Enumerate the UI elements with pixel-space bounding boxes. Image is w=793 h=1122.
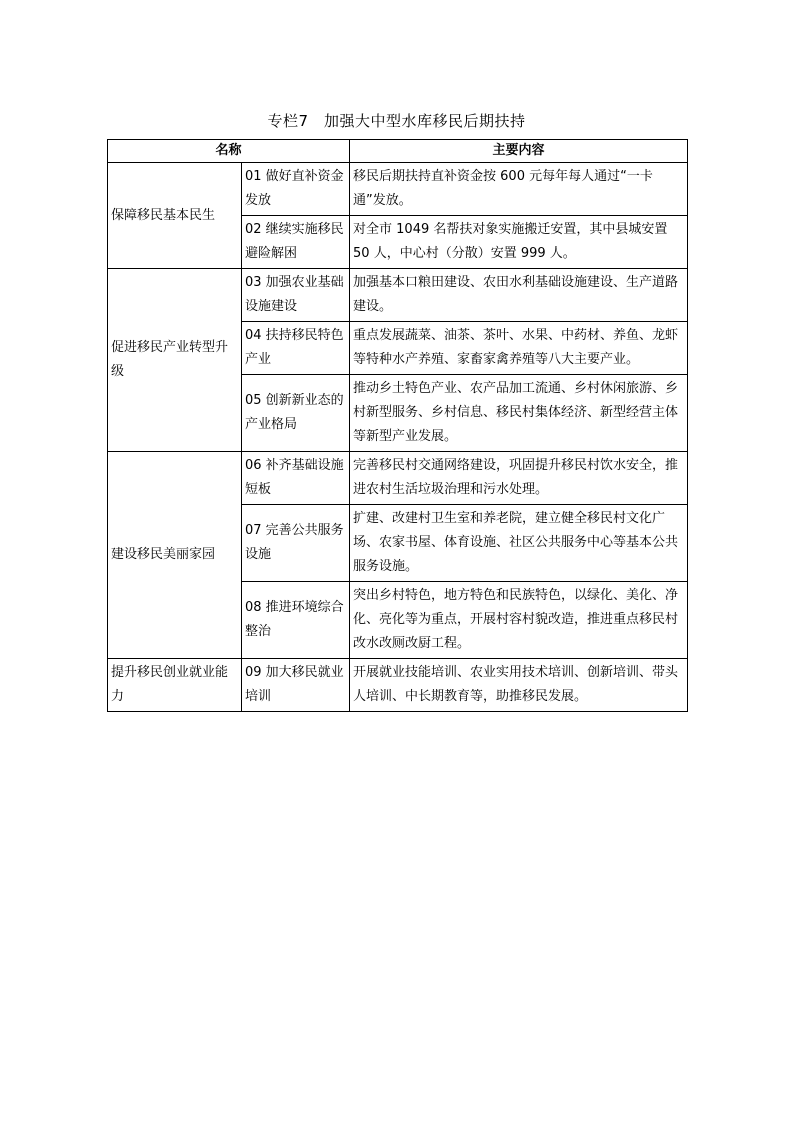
item-content-cell: 突出乡村特色，地方特色和民族特色，以绿化、美化、净化、亮化等为重点，开展村容村貌改造，推进重点移民村改水改厕改厨工程。 bbox=[350, 582, 688, 659]
header-name: 名称 bbox=[108, 140, 350, 163]
header-content: 主要内容 bbox=[350, 140, 688, 163]
item-name-cell: 05 创新新业态的产业格局 bbox=[242, 375, 350, 452]
item-content-cell: 完善移民村交通网络建设，巩固提升移民村饮水安全，推进农村生活垃圾治理和污水处理。 bbox=[350, 452, 688, 505]
item-content-cell: 开展就业技能培训、农业实用技术培训、创新培训、带头人培训、中长期教育等，助推移民发展。 bbox=[350, 659, 688, 712]
item-content-cell: 移民后期扶持直补资金按 600 元每年每人通过“一卡通”发放。 bbox=[350, 163, 688, 216]
category-cell: 建设移民美丽家园 bbox=[108, 452, 242, 659]
item-content-cell: 推动乡土特色产业、农产品加工流通、乡村休闲旅游、乡村新型服务、乡村信息、移民村集体经济、新型经营主体等新型产业发展。 bbox=[350, 375, 688, 452]
item-name-cell: 06 补齐基础设施短板 bbox=[242, 452, 350, 505]
category-cell: 保障移民基本民生 bbox=[108, 163, 242, 269]
item-name-cell: 03 加强农业基础设施建设 bbox=[242, 269, 350, 322]
item-content-cell: 对全市 1049 名帮扶对象实施搬迁安置，其中县城安置 50 人，中心村（分散）安置 999 人。 bbox=[350, 216, 688, 269]
item-name-cell: 01 做好直补资金发放 bbox=[242, 163, 350, 216]
category-cell: 促进移民产业转型升级 bbox=[108, 269, 242, 452]
item-name-cell: 02 继续实施移民避险解困 bbox=[242, 216, 350, 269]
item-content-cell: 扩建、改建村卫生室和养老院，建立健全移民村文化广场、农家书屋、体育设施、社区公共服务中心等基本公共服务设施。 bbox=[350, 505, 688, 582]
item-name-cell: 08 推进环境综合整治 bbox=[242, 582, 350, 659]
item-content-cell: 重点发展蔬菜、油茶、茶叶、水果、中药材、养鱼、龙虾等特种水产养殖、家畜家禽养殖等八大主要产业。 bbox=[350, 322, 688, 375]
header-row bbox=[108, 140, 688, 163]
table-row bbox=[108, 659, 688, 712]
table-row bbox=[108, 269, 688, 322]
table-row bbox=[108, 163, 688, 216]
item-name-cell: 04 扶持移民特色产业 bbox=[242, 322, 350, 375]
table-title: 专栏7 加强大中型水库移民后期扶持 bbox=[267, 112, 526, 130]
item-content-cell: 加强基本口粮田建设、农田水利基础设施建设、生产道路建设。 bbox=[350, 269, 688, 322]
support-table bbox=[107, 139, 688, 712]
table-row bbox=[108, 452, 688, 505]
item-name-cell: 07 完善公共服务设施 bbox=[242, 505, 350, 582]
category-cell: 提升移民创业就业能力 bbox=[108, 659, 242, 712]
item-name-cell: 09 加大移民就业培训 bbox=[242, 659, 350, 712]
